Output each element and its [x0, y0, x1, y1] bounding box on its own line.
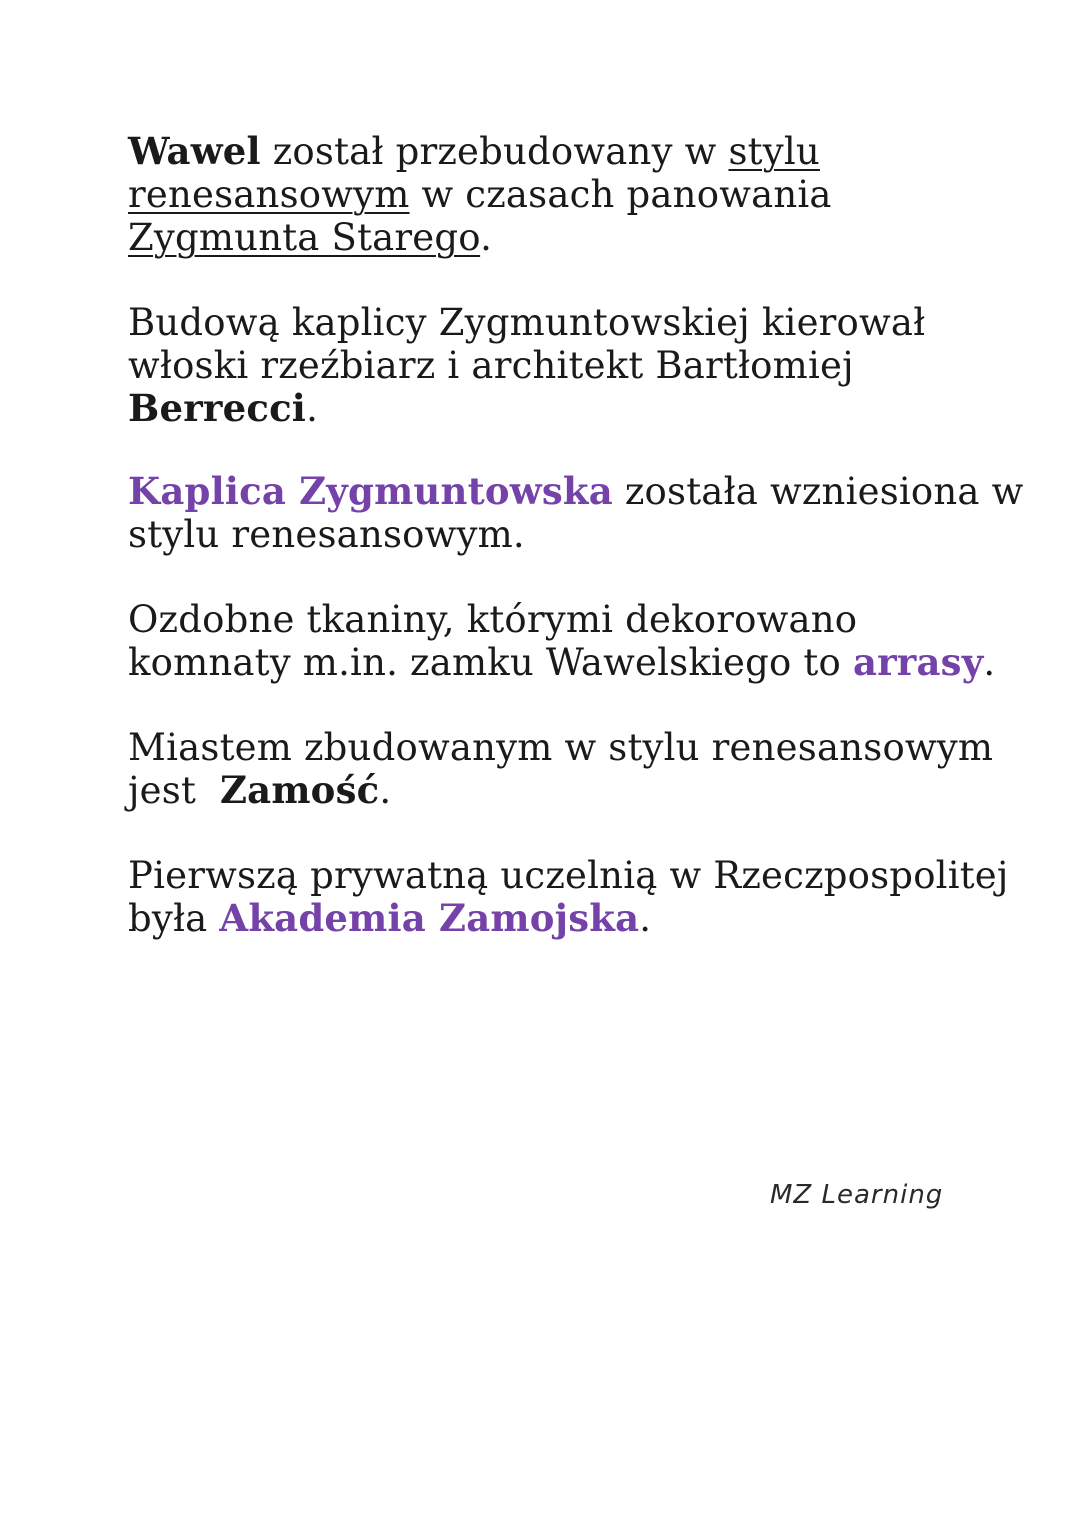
line: jest Zamość. [128, 768, 392, 812]
paragraph-akademia [128, 854, 1009, 940]
paragraph-kaplica [128, 469, 1024, 556]
line: była Akademia Zamojska. [128, 896, 652, 940]
keyword-arrasy: arrasy [852, 640, 984, 684]
line: Zygmunta Starego. [128, 216, 493, 259]
line: stylu renesansowym. [128, 513, 525, 556]
keyword-zamosc: Zamość [219, 768, 380, 812]
line: Pierwszą prywatną uczelnią w Rzeczpospolitej [128, 854, 1009, 897]
keyword-kaplica: Kaplica Zygmuntowska [128, 469, 613, 513]
underlined-text: Zygmunta Starego [128, 216, 481, 259]
paragraph-wawel [128, 130, 968, 259]
keyword-wawel: Wawel [128, 129, 261, 173]
line: Ozdobne tkaniny, którymi dekorowano [128, 598, 858, 641]
paragraph-arrasy [128, 598, 996, 684]
mz-learning-logo: MZ Learning [770, 1180, 944, 1210]
keyword-berrecci: Berrecci [128, 386, 307, 430]
line: renesansowym w czasach panowania [128, 173, 832, 216]
line: Miastem zbudowanym w stylu renesansowym [128, 726, 994, 769]
line: Budową kaplicy Zygmuntowskiej kierował [128, 301, 926, 344]
line: Kaplica Zygmuntowska została wzniesiona w [128, 469, 1024, 513]
line: włoski rzeźbiarz i architekt Bartłomiej [128, 344, 854, 387]
line: Wawel został przebudowany w stylu [128, 129, 820, 173]
line: Berrecci. [128, 386, 319, 430]
keyword-akademia: Akademia Zamojska [219, 896, 640, 940]
paragraph-zamosc [128, 726, 994, 812]
underlined-text: renesansowym [128, 173, 410, 216]
underlined-text: stylu [728, 130, 820, 173]
line: komnaty m.in. zamku Wawelskiego to arrasy. [128, 640, 996, 684]
paragraph-berrecci [128, 301, 968, 430]
